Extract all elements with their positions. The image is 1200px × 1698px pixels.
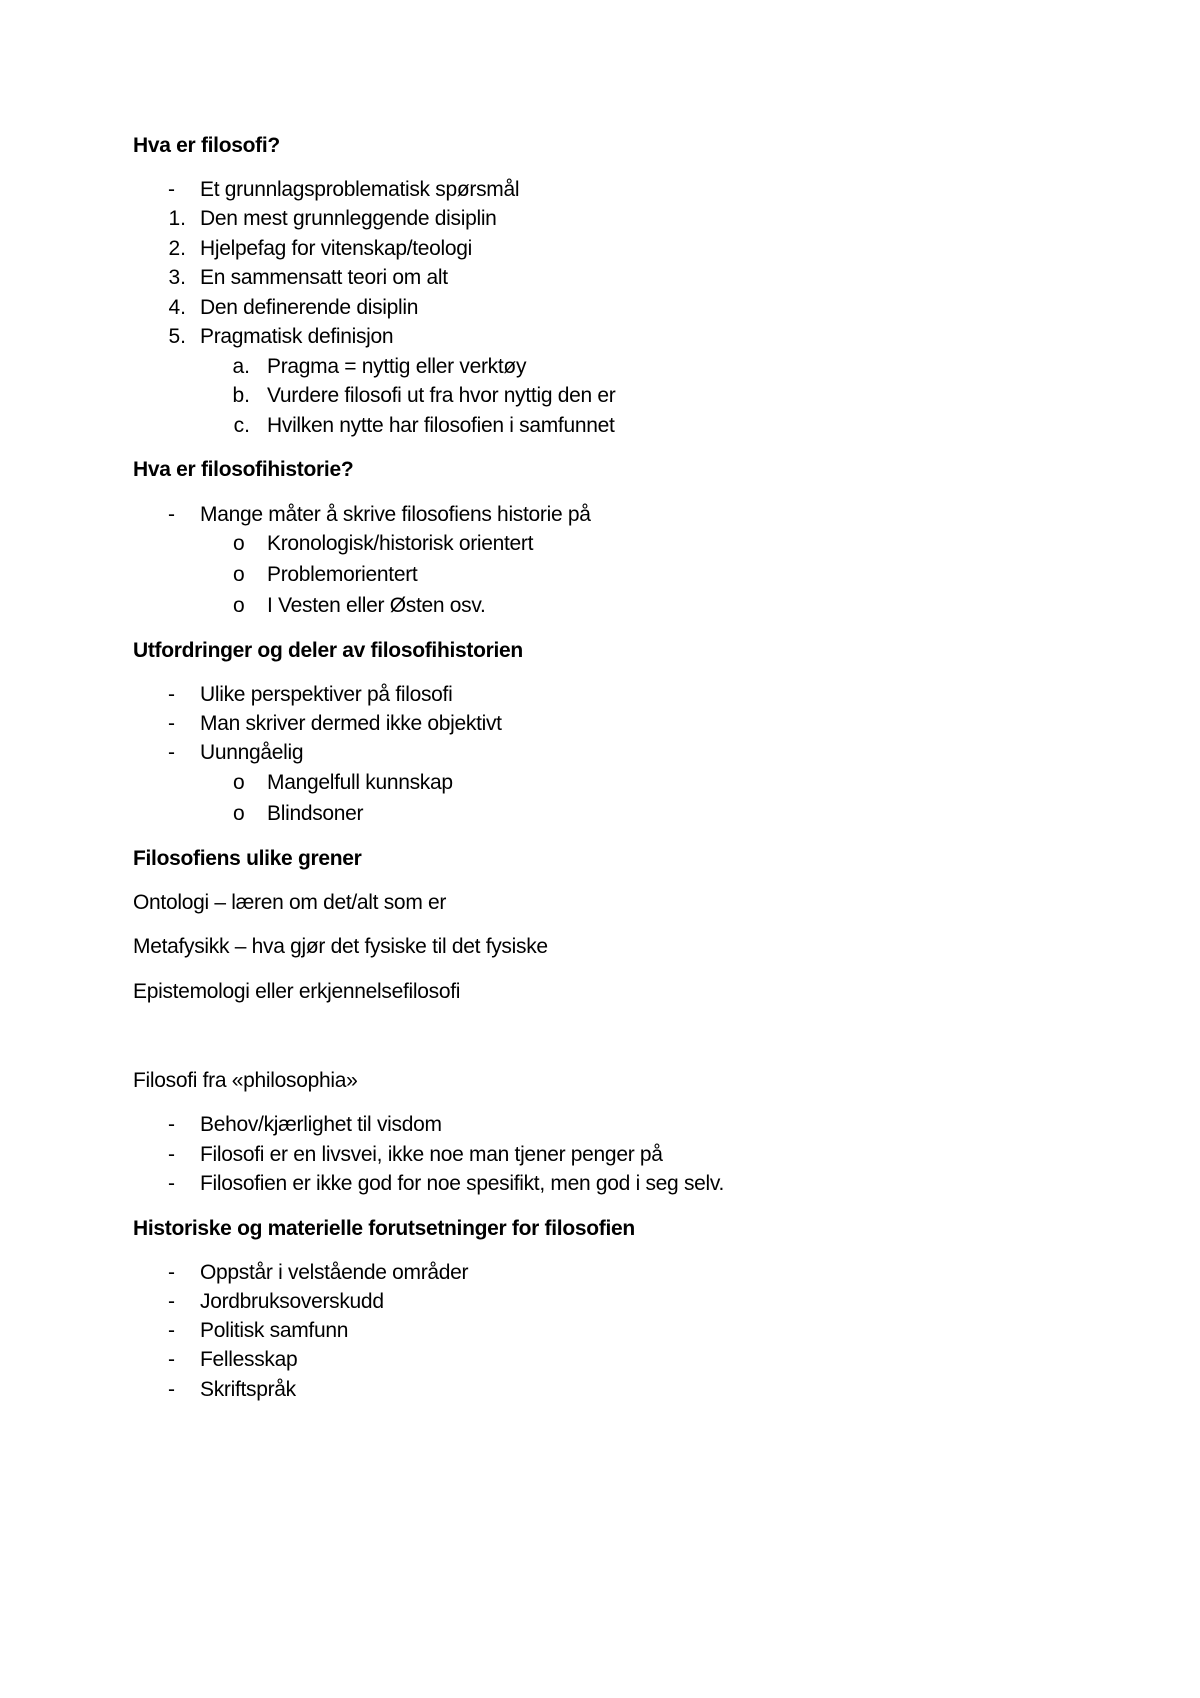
list-item: Politisk samfunn bbox=[200, 1319, 349, 1342]
list-item: Man skriver dermed ikke objektivt bbox=[200, 712, 502, 735]
paragraph: Ontologi – læren om det/alt som er bbox=[133, 891, 447, 914]
list-item: Den mest grunnleggende disiplin bbox=[200, 207, 497, 230]
dash-marker: - bbox=[168, 1261, 175, 1284]
list-item: Hvilken nytte har filosofien i samfunnet bbox=[267, 414, 615, 437]
dash-marker: - bbox=[168, 1319, 175, 1342]
list-item: Vurdere filosofi ut fra hvor nyttig den er bbox=[267, 384, 616, 407]
list-item: En sammensatt teori om alt bbox=[200, 266, 448, 289]
list-item: Fellesskap bbox=[200, 1348, 298, 1371]
list-item: Blindsoner bbox=[267, 802, 364, 825]
list-item: Behov/kjærlighet til visdom bbox=[200, 1113, 442, 1136]
circle-bullet-marker: o bbox=[233, 532, 245, 555]
number-marker: 2. bbox=[168, 237, 186, 260]
dash-marker: - bbox=[168, 1290, 175, 1313]
list-item: Filosofien er ikke god for noe spesifikt, men god i seg selv. bbox=[200, 1172, 725, 1195]
letter-marker: b. bbox=[232, 384, 250, 407]
list-item: Den definerende disiplin bbox=[200, 296, 419, 319]
list-item: Pragmatisk definisjon bbox=[200, 325, 394, 348]
dash-marker: - bbox=[168, 178, 175, 201]
list-item: Pragma = nyttig eller verktøy bbox=[267, 355, 527, 378]
dash-marker: - bbox=[168, 1113, 175, 1136]
circle-bullet-marker: o bbox=[233, 771, 245, 794]
list-item: Problemorientert bbox=[267, 563, 418, 586]
list-item: Uunngåelig bbox=[200, 741, 304, 764]
list-item: Jordbruksoverskudd bbox=[200, 1290, 384, 1313]
circle-bullet-marker: o bbox=[233, 594, 245, 617]
letter-marker: a. bbox=[232, 355, 250, 378]
list-item: I Vesten eller Østen osv. bbox=[267, 594, 486, 617]
dash-marker: - bbox=[168, 741, 175, 764]
paragraph: Filosofi fra «philosophia» bbox=[133, 1069, 358, 1092]
list-item: Kronologisk/historisk orientert bbox=[267, 532, 534, 555]
dash-marker: - bbox=[168, 1143, 175, 1166]
paragraph: Epistemologi eller erkjennelsefilosofi bbox=[133, 980, 461, 1003]
heading-ulike-grener: Filosofiens ulike grener bbox=[133, 847, 362, 870]
circle-bullet-marker: o bbox=[233, 563, 245, 586]
dash-marker: - bbox=[168, 712, 175, 735]
circle-bullet-marker: o bbox=[233, 802, 245, 825]
list-item: Et grunnlagsproblematisk spørsmål bbox=[200, 178, 520, 201]
list-item: Filosofi er en livsvei, ikke noe man tjener penger på bbox=[200, 1143, 663, 1166]
heading-filosofihistorie: Hva er filosofihistorie? bbox=[133, 458, 354, 481]
heading-utfordringer: Utfordringer og deler av filosofihistorien bbox=[133, 639, 523, 662]
paragraph: Metafysikk – hva gjør det fysiske til det fysiske bbox=[133, 935, 548, 958]
heading-hva-er-filosofi: Hva er filosofi? bbox=[133, 134, 280, 157]
list-item: Oppstår i velstående områder bbox=[200, 1261, 469, 1284]
heading-forutsetninger: Historiske og materielle forutsetninger for filosofien bbox=[133, 1217, 635, 1240]
number-marker: 4. bbox=[168, 296, 186, 319]
list-item: Mange måter å skrive filosofiens historie på bbox=[200, 503, 591, 526]
number-marker: 3. bbox=[168, 266, 186, 289]
dash-marker: - bbox=[168, 1378, 175, 1401]
letter-marker: c. bbox=[233, 414, 250, 437]
list-item: Mangelfull kunnskap bbox=[267, 771, 453, 794]
dash-marker: - bbox=[168, 683, 175, 706]
list-item: Skriftspråk bbox=[200, 1378, 296, 1401]
dash-marker: - bbox=[168, 1348, 175, 1371]
dash-marker: - bbox=[168, 503, 175, 526]
number-marker: 5. bbox=[168, 325, 186, 348]
dash-marker: - bbox=[168, 1172, 175, 1195]
number-marker: 1. bbox=[168, 207, 186, 230]
list-item: Hjelpefag for vitenskap/teologi bbox=[200, 237, 473, 260]
list-item: Ulike perspektiver på filosofi bbox=[200, 683, 453, 706]
